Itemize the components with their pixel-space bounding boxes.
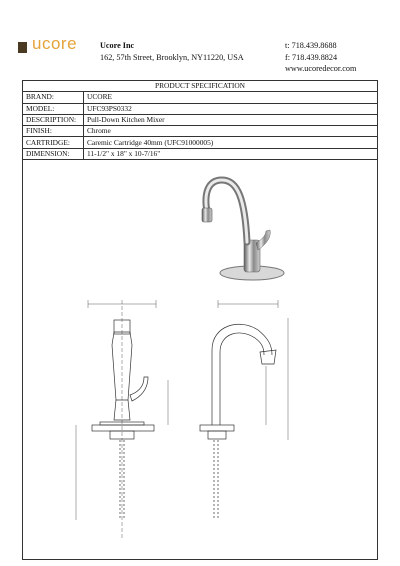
spec-title: PRODUCT SPECIFICATION bbox=[23, 81, 378, 92]
company-address: 162, 57th Street, Brooklyn, NY11220, USA bbox=[100, 53, 244, 62]
contact-fax: f: 718.439.8824 bbox=[285, 52, 338, 62]
contact-phone: t: 718.439.8688 bbox=[285, 41, 337, 50]
spec-value: UCORE bbox=[84, 92, 378, 103]
spec-value: Caremic Cartridge 40mm (UFC91000005) bbox=[84, 137, 378, 148]
spec-label: CARTRIDGE: bbox=[23, 137, 84, 148]
company-name: Ucore Inc bbox=[100, 41, 135, 50]
faucet-product-photo bbox=[202, 180, 284, 280]
brand-logo-text: ucore bbox=[32, 34, 78, 53]
spec-label: DIMENSION: bbox=[23, 148, 84, 159]
front-view-drawing bbox=[76, 300, 168, 540]
spec-label: FINISH: bbox=[23, 126, 84, 137]
spec-label: DESCRIPTION: bbox=[23, 114, 84, 125]
spec-value: UFC93PS0332 bbox=[84, 103, 378, 114]
spec-value: 11-1/2" x 18" x 10-7/16" bbox=[84, 148, 378, 159]
contact-website[interactable]: www.ucoredecor.com bbox=[285, 64, 357, 73]
side-view-drawing bbox=[200, 300, 288, 520]
spec-label: BRAND: bbox=[23, 92, 84, 103]
spec-value: Pull-Down Kitchen Mixer bbox=[84, 114, 378, 125]
spec-value: Chrome bbox=[84, 126, 378, 137]
spec-label: MODEL: bbox=[23, 103, 84, 114]
